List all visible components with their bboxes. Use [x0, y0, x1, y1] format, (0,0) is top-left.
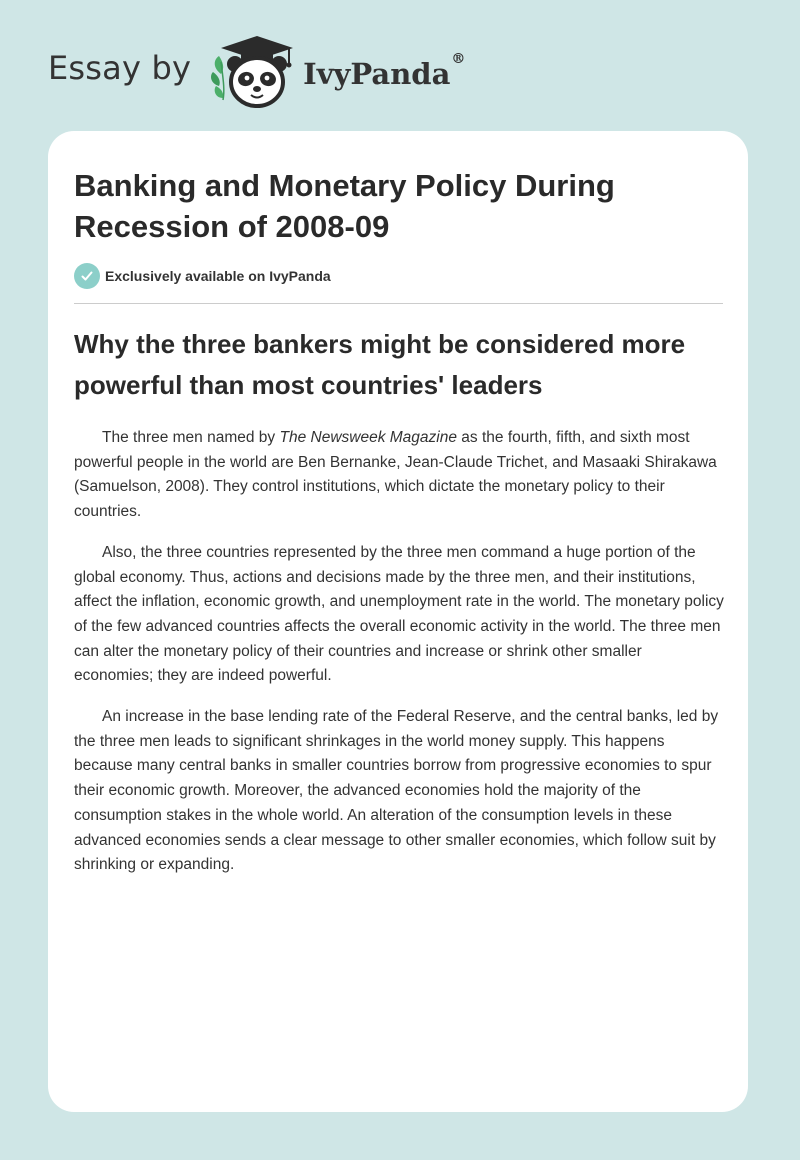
brand-name-text: IvyPanda: [303, 57, 451, 91]
divider: [74, 303, 723, 304]
trademark-symbol: ®: [451, 51, 466, 67]
exclusive-badge: [74, 263, 331, 289]
check-icon: [74, 263, 100, 289]
panda-graduate-icon: [207, 34, 297, 110]
section-heading: Why the three bankers might be considered more powerful than most countries' leaders: [74, 329, 686, 400]
essay-title: Banking and Monetary Policy During Recession of 2008-09: [74, 168, 615, 244]
brand-prefix: Essay by: [48, 49, 192, 87]
essay-body: [74, 426, 724, 894]
publication-title: The Newsweek Magazine: [279, 429, 457, 446]
exclusive-label: Exclusively available on IvyPanda: [105, 268, 331, 284]
brand-name: [303, 51, 466, 91]
essay-card: [48, 131, 748, 1112]
paragraph-3: An increase in the base lending rate of the Federal Reserve, and the central banks, led by the three men leads to significant shrinkages in the world money supply. This happens because many central banks in smaller countries borrow from progressive economies to spur their economic growth. Moreover, the advanced economies hold the majority of the consumption stakes in the whole world. An alteration of the consumption levels in these advanced economies sends a clear message to other smaller economies, which follow suit by shrinking or expanding.: [74, 708, 719, 874]
paragraph-1: [74, 426, 724, 525]
paragraph-1-rest: as the fourth, fifth, and sixth most powerful people in the world are Ben Bernanke, Jean-Claude Trichet, and Masaaki Shirakawa (Samuelson, 2008). They control institutions, which dictate the monetary policy to their countries.: [74, 429, 717, 521]
brand-header[interactable]: [48, 32, 465, 112]
paragraph-2: Also, the three countries represented by the three men command a huge portion of the global economy. Thus, actions and decisions made by the three men, and their institutions, affect the inflation, economic growth, and unemployment rate in the world. The monetary policy of the few advanced countries affects the overall economic activity in the world. The three men can alter the monetary policy of their countries and increase or shrink other smaller economies; they are indeed powerful.: [74, 543, 724, 685]
paragraph-1-intro: The three men named by: [102, 429, 280, 446]
